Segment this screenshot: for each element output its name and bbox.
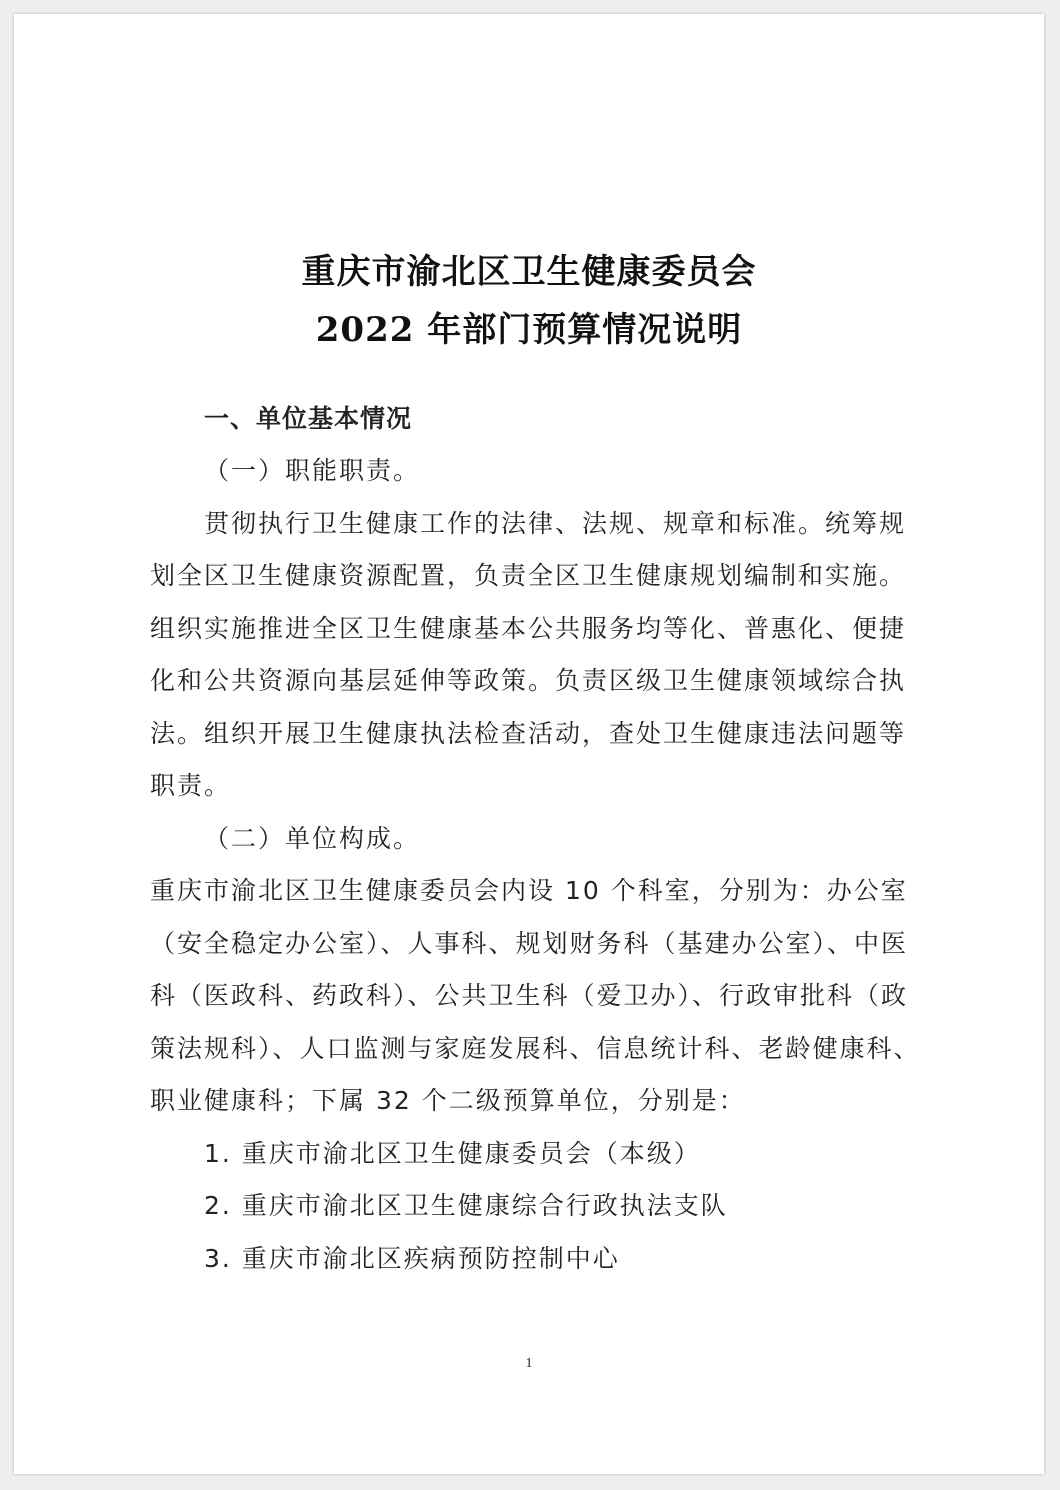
- paragraph-line: （安全稳定办公室）、人事科、规划财务科（基建办公室）、中医: [150, 929, 909, 958]
- subsection-heading: （二）单位构成。: [204, 824, 421, 853]
- section-heading: 一、单位基本情况: [204, 404, 413, 433]
- subsection-heading: （一）职能职责。: [204, 456, 421, 485]
- document-title-line-2: 2022 年部门预算情况说明: [315, 310, 743, 350]
- paragraph-line: 法。组织开展卫生健康执法检查活动，查处卫生健康违法问题等: [150, 719, 907, 748]
- paragraph-line: 贯彻执行卫生健康工作的法律、法规、规章和标准。统筹规: [204, 509, 907, 538]
- list-item: 3. 重庆市渝北区疾病预防控制中心: [204, 1244, 620, 1273]
- document-page: [14, 14, 1044, 1474]
- paragraph-line: 职责。: [150, 771, 232, 800]
- document-title-line-1: 重庆市渝北区卫生健康委员会: [301, 252, 757, 292]
- list-item: 1. 重庆市渝北区卫生健康委员会（本级）: [204, 1139, 701, 1168]
- paragraph-line: 化和公共资源向基层延伸等政策。负责区级卫生健康领域综合执: [150, 666, 907, 695]
- paragraph-line: 组织实施推进全区卫生健康基本公共服务均等化、普惠化、便捷: [150, 614, 907, 643]
- paragraph-line: 职业健康科；下属 32 个二级预算单位，分别是：: [150, 1086, 746, 1115]
- paragraph-line: 划全区卫生健康资源配置，负责全区卫生健康规划编制和实施。: [150, 561, 907, 590]
- paragraph-line: 科（医政科、药政科）、公共卫生科（爱卫办）、行政审批科（政: [150, 981, 909, 1010]
- paragraph-line: 重庆市渝北区卫生健康委员会内设 10 个科室，分别为：办公室: [150, 876, 908, 905]
- page-number: 1: [525, 1356, 533, 1371]
- list-item: 2. 重庆市渝北区卫生健康综合行政执法支队: [204, 1191, 728, 1220]
- paragraph-line: 策法规科）、人口监测与家庭发展科、信息统计科、老龄健康科、: [150, 1034, 921, 1063]
